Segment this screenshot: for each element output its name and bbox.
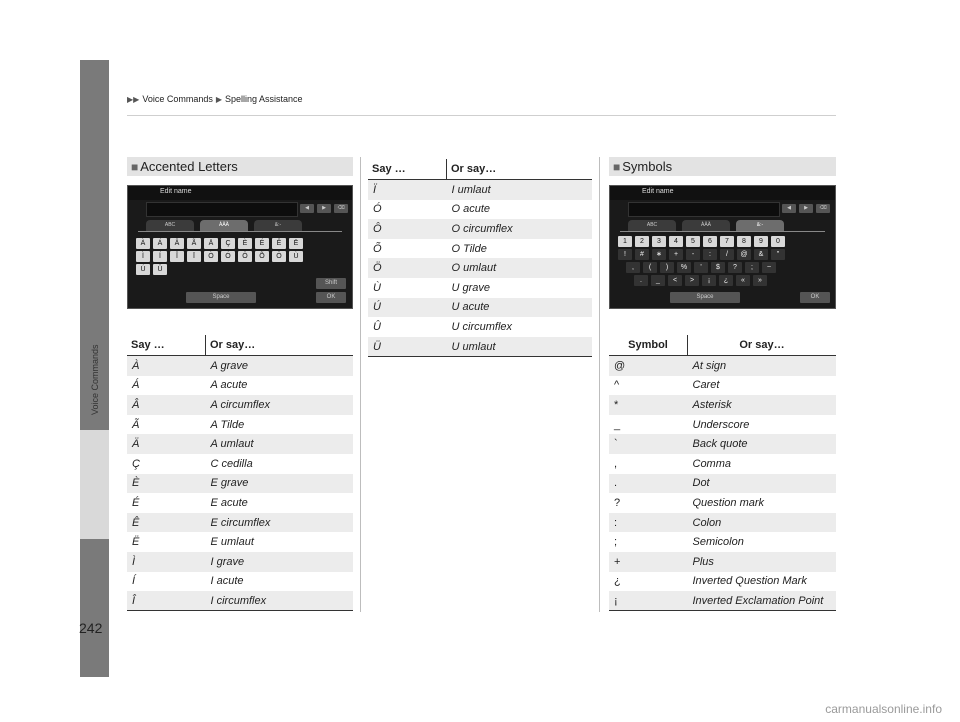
symbol-cell: * [609,395,688,415]
column-divider [360,157,361,612]
tab-accented[interactable]: ÀÄÄ [682,220,730,231]
or-say-cell: Back quote [688,434,837,454]
screen-symbols [609,185,836,309]
key[interactable]: 6 [703,236,717,247]
say-cell: È [127,474,206,494]
say-cell: Ë [132,536,140,549]
key[interactable]: ; [745,262,759,273]
or-say-cell: I umlaut [447,180,593,200]
symbol-cell: ¿ [614,575,621,588]
screen-accented [127,185,353,309]
key[interactable]: ? [728,262,742,273]
square-bullet-icon: ■ [613,159,621,174]
say-cell: Õ [373,242,382,255]
or-say-cell: E acute [210,496,248,509]
key[interactable]: - [686,249,700,260]
key[interactable]: ! [618,249,632,260]
key[interactable]: @ [737,249,751,260]
space-button[interactable]: Space [670,292,740,303]
symbol-cell: ; [614,536,618,549]
or-say-cell: E circumflex [206,513,354,533]
key[interactable]: / [720,249,734,260]
key[interactable]: 5 [686,236,700,247]
screen-title: Edit name [642,188,674,195]
key[interactable]: Õ [255,251,269,262]
symbol-cell: ? [614,496,621,509]
or-say-cell: At sign [688,356,837,376]
or-say-cell: Question mark [692,496,765,509]
key[interactable]: » [753,275,767,286]
square-bullet-icon: ■ [131,159,139,174]
symbol-cell: @ [609,356,688,376]
key[interactable]: Ò [204,251,218,262]
section-title: Symbols [622,159,673,174]
key[interactable]: È [238,238,252,249]
or-say-cell: A grave [206,356,354,376]
or-say-cell: E umlaut [210,536,254,549]
key[interactable]: 0 [771,236,785,247]
column-header: Or say… [688,335,837,356]
key[interactable]: 7 [720,236,734,247]
key[interactable]: 4 [669,236,683,247]
say-cell: Ä [127,434,206,454]
column-header: Say … [127,335,206,356]
column-header: Symbol [609,335,688,356]
key-row [136,251,303,262]
key[interactable]: $ [711,262,725,273]
key[interactable]: 3 [652,236,666,247]
tab-bar [620,231,825,232]
symbol-cell: ^ [614,379,620,392]
key[interactable]: ' [694,262,708,273]
key[interactable]: 2 [635,236,649,247]
key[interactable]: < [668,275,682,286]
key[interactable]: _ [651,275,665,286]
ok-button[interactable]: OK [800,292,830,303]
key[interactable]: Ç [221,238,235,249]
page-number: 242 [79,620,103,636]
cursor-right-button[interactable]: ▶ [799,204,813,213]
say-cell: Ù [373,281,381,294]
key-row [626,262,776,273]
key[interactable]: + [669,249,683,260]
say-cell: Ó [373,203,382,216]
delete-button[interactable]: ⌫ [334,204,348,213]
key-row [634,275,767,286]
or-say-cell: Colon [688,513,837,533]
key-row [136,264,167,275]
or-say-cell: I acute [210,575,244,588]
say-cell: Ö [368,258,447,278]
or-say-cell: Inverted Question Mark [692,575,807,588]
say-cell: Û [373,320,381,333]
triangle-icon: ▶ [215,94,223,104]
say-cell: Ú [368,298,447,318]
key[interactable]: Î [170,251,184,262]
delete-button[interactable]: ⌫ [816,204,830,213]
or-say-cell: Comma [692,457,732,470]
symbol-cell: _ [614,418,621,431]
say-cell: Ã [132,418,140,431]
key[interactable]: Á [153,238,167,249]
say-cell: Ì [127,552,206,572]
table-bottom-rule [609,610,836,611]
name-field[interactable] [146,202,298,217]
cursor-left-button[interactable]: ◀ [300,204,314,213]
tab-abc[interactable]: ABC [628,220,676,231]
tab-abc[interactable]: ABC [146,220,194,231]
say-cell: Á [132,379,140,392]
say-cell: Í [132,575,136,588]
cursor-left-button[interactable]: ◀ [782,204,796,213]
or-say-cell: U grave [451,281,491,294]
key[interactable]: & [754,249,768,260]
symbol-cell: , [614,457,618,470]
symbol-cell: . [609,474,688,494]
key[interactable]: > [685,275,699,286]
key[interactable]: 8 [737,236,751,247]
section-title: Accented Letters [140,159,238,174]
tab-symbols[interactable]: &:- [736,220,784,231]
triangle-icon: ▶▶ [127,94,140,104]
breadcrumb [127,94,303,104]
symbols-table [609,335,836,611]
or-say-cell: A umlaut [206,434,354,454]
key[interactable]: Ù [289,251,303,262]
or-say-cell: O circumflex [447,219,593,239]
key[interactable]: Ö [272,251,286,262]
say-cell: É [132,496,140,509]
key[interactable]: Ë [289,238,303,249]
symbol-cell: : [609,513,688,533]
key[interactable]: . [634,275,648,286]
or-say-cell: I circumflex [206,591,354,611]
key[interactable]: Í [153,251,167,262]
symbol-cell: ¡ [609,591,688,611]
accented-table-2 [368,159,592,356]
key[interactable]: Ä [204,238,218,249]
or-say-cell: Inverted Exclamation Point [688,591,837,611]
screen-title: Edit name [160,188,192,195]
key[interactable]: ∗ [652,249,666,260]
or-say-cell: Dot [688,474,837,494]
watermark: carmanualsonline.info [825,702,942,716]
key[interactable]: Ú [136,264,150,275]
key-row [618,236,785,247]
say-cell: Ç [132,457,140,470]
accented-table-1 [127,335,353,611]
key[interactable]: , [626,262,640,273]
say-cell: À [127,356,206,376]
key-row [136,238,303,249]
key[interactable]: ( [643,262,657,273]
key[interactable]: Ê [272,238,286,249]
or-say-cell: Plus [688,552,837,572]
symbol-cell: ` [609,434,688,454]
say-cell: Î [127,591,206,611]
key[interactable]: Â [170,238,184,249]
sidebar-label: Voice Commands [90,344,100,415]
or-say-cell: Underscore [692,418,750,431]
key[interactable]: Ã [187,238,201,249]
column-header: Say … [368,159,447,180]
or-say-cell: U umlaut [447,337,593,357]
tab-symbols[interactable]: &:- [254,220,302,231]
key[interactable]: É [255,238,269,249]
or-say-cell: U acute [447,298,593,318]
or-say-cell: Caret [692,379,720,392]
key[interactable]: Ï [187,251,201,262]
name-field[interactable] [628,202,780,217]
key[interactable]: 1 [618,236,632,247]
or-say-cell: A Tilde [210,418,245,431]
key[interactable]: ) [660,262,674,273]
or-say-cell: I grave [206,552,354,572]
space-button[interactable]: Space [186,292,256,303]
key[interactable]: " [771,249,785,260]
or-say-cell: O umlaut [447,258,593,278]
key[interactable]: 9 [754,236,768,247]
header-rule [127,115,836,116]
table-bottom-rule [368,356,592,357]
key[interactable]: Ô [238,251,252,262]
tab-bar [138,231,342,232]
or-say-cell: O acute [451,203,491,216]
key-row [618,249,785,260]
section-header-accented [127,157,353,176]
key[interactable]: ~ [762,262,776,273]
breadcrumb-item: Spelling Assistance [225,94,303,104]
or-say-cell: A circumflex [206,395,354,415]
key[interactable]: À [136,238,150,249]
key[interactable]: Û [153,264,167,275]
section-header-symbols [609,157,836,176]
breadcrumb-item: Voice Commands [142,94,213,104]
key[interactable]: Ì [136,251,150,262]
say-cell: Â [127,395,206,415]
key[interactable]: Ó [221,251,235,262]
say-cell: Ô [368,219,447,239]
or-say-cell: A acute [210,379,248,392]
key[interactable]: ¡ [702,275,716,286]
or-say-cell: C cedilla [210,457,253,470]
key[interactable]: % [677,262,691,273]
table-bottom-rule [127,610,353,611]
or-say-cell: E grave [206,474,354,494]
key[interactable]: ¿ [719,275,733,286]
key[interactable]: # [635,249,649,260]
symbol-cell: + [609,552,688,572]
cursor-right-button[interactable]: ▶ [317,204,331,213]
or-say-cell: Asterisk [688,395,837,415]
or-say-cell: Semicolon [692,536,744,549]
column-header: Or say… [447,159,593,180]
or-say-cell: U circumflex [451,320,513,333]
key[interactable]: « [736,275,750,286]
sidebar-tab-highlight [80,430,109,539]
say-cell: Ï [368,180,447,200]
column-header: Or say… [206,335,354,356]
key[interactable]: : [703,249,717,260]
shift-button[interactable]: Shift [316,278,346,289]
or-say-cell: O Tilde [451,242,487,255]
ok-button[interactable]: OK [316,292,346,303]
column-divider [599,157,600,612]
say-cell: Ü [368,337,447,357]
tab-accented[interactable]: ÀÄÄ [200,220,248,231]
say-cell: Ê [127,513,206,533]
